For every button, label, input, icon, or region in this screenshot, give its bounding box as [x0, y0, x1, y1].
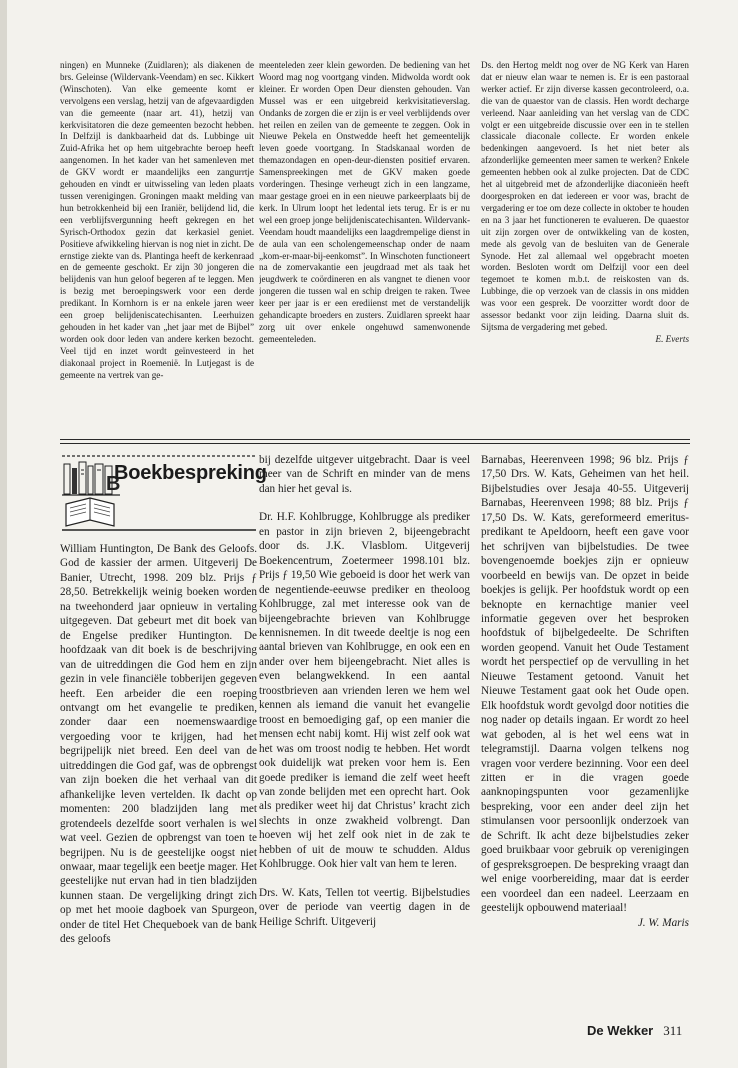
page-number: 311 [663, 1023, 683, 1038]
review-column-1 [60, 542, 257, 947]
page-footer [587, 1023, 682, 1039]
report-col3-text: Ds. den Hertog meldt nog over de NG Kerk van Haren dat er nieuw elan waar te nemen is. Er is een pastoraal werker actief. Er zijn diverse kassen gecontroleerd, o.a. die van de quaestor van de classis. Hen wordt decharge verleend. Naar aanleiding van het verslag van de CDC volgt er een uitgebreide discussie over een in te stellen classicale diaconale collecte. Er worden enkele bedenkingen aangevoerd. Is het niet beter als afzonderlijke gemeenten meer samen te werken? Enkele gemeenten hebben ook al zulke projecten. Dat de CDC het al uitgebreid met de afzonderlijke diaconieën heeft doorgesproken en dat iedereen er voor was, bracht de vergadering er toe om deze collecte in oktober te houden en na 3 jaar het functioneren te evalueren. De quaestor uit zijn zorgen over de ontwikkeling van de kosten, mede als gevolg van de besluiten van de Generale Synode. Het zal allemaal wel opgebracht moeten worden. Besloten wordt om Delfzijl voor een deel tegemoet te komen m.b.t. de reiskosten van ds. Lubbinge, die op verzoek van de classis in ons midden was voor een gesprek. De voorzitter wordt door de assessor bedankt voor zijn leiding. Daarna sluit ds. Sijtsma de vergadering met gebed. [481, 60, 689, 332]
review-col1-text: William Huntington, De Bank des Geloofs. God de kassier der armen. Uitgeverij De Banier, Utrecht, 1998. 209 blz. Prijs ƒ 28,50. Betrekkelijk weinig boeken worden na tweehonderd jaar opnieuw in vertaling uitgegeven. Dat gebeurt met dit boek van de Engelse prediker Huntington. De hoofdzaak van dit boek is de beschrijving van de uitreddingen die God hem en zijn gezin in vele financiële tobberijen gegeven heeft. Een arbeider die een roeping ontvangt om het evangelie te prediken, zonder daar een noemenswaardige vergoeding voor te krijgen, had het begrijpelijk niet breed. Een deel van de uitreddingen die God gaf, was de opbrengst van zijn boeken die het verhaal van dit afhankelijke leven vertelden. Ik dacht op momenten: 200 bladzijden lang met grotendeels dezelfde soort verhalen is wel wat veel. Gezien de opbrengst van toen te begrijpen. Nu is de geestelijke oogst niet onwaar, maar tegelijk een beetje mager. Het geestelijke nut ervan had in tien bladzijden kunnen staan. De vergelijking dringt zich op met het mooie dagboek van Spurgeon, onder de titel Het Chequeboek van de bank des geloofs [60, 543, 257, 946]
review-column-3 [481, 453, 689, 930]
magazine-name: De Wekker [587, 1023, 654, 1038]
report-column-3 [481, 60, 689, 346]
review-col2-para2: Dr. H.F. Kohlbrugge, Kohlbrugge als prediker en pastor in zijn brieven 2, bijeengebracht door ds. J.K. Vlasblom. Uitgeverij Boekencentrum, Zoetermeer 1998.101 blz. Prijs ƒ 19,50 Wie geboeid is door het werk van de negentiende-eeuwse prediker en theoloog Kohlbrugge, zal met interesse ook van de bijeengebrachte brieven van Kohlbrugge kennisnemen. In dit tweede deeltje is nog een aantal brieven van Kohlbrugge, en ook een en ander over hem bijeengebracht. Niet alles is even belangwekkend. In een aantal troostbrieven aan vrienden leren we hem wel kennen als iemand die vanuit het evangelie troost en bemoediging gaf, op een manier die mensen echt nabij komt. Hij wist zelf ook wat het was om troost nodig te hebben. Het wordt ook duidelijk wat preken voor hem is. Een goede prediker is iemand die zelf weet heeft van zonde belijden met een oprecht hart. Ook als prediker weet hij dat Christus’ kracht zich slechts in onze zwakheid volbrengt. Dan hoeven wij het zelf ook niet in de zak te hebben of uit de mouw te schudden. Aldus Kohlbrugge. Ook hier valt van hem te leren. [259, 511, 470, 871]
review-column-2 [259, 453, 470, 929]
review-col3-text: Barnabas, Heerenveen 1998; 96 blz. Prijs ƒ 17,50 Drs. W. Kats, Geheimen van het heil. Bijbelstudies over Jesaja 40-55. Uitgeverij Barnabas, Heerenveen 1998; 88 blz. Prijs ƒ 17,50 Ds. W. Kats, gereformeerd emeritus-predikant te Apeldoorn, heeft een gave voor het schrijven van bijbelstudies. De twee bovengenoemde boekjes zijn er opnieuw voorbeeld en bewijs van. De opzet in beide boekjes is gelijk. Per hoofdstuk wordt op een beknopte en kernachtige manier veel informatie gegeven over het besproken hoofdstuk of bijbelgedeelte. De Schriften worden geopend. Vanuit het Oude Testament wordt het perspectief op de vervulling in het Nieuwe Testament getoond. Vanuit het Nieuwe Testament gaat ook het Oude open. Elk hoofdstuk wordt gevolgd door notities die nog nader op details ingaan. Er wordt zo heel wat geboden, al is het wel eens wat in telegramstijl. Daarna volgen telkens nog vragen voor verdere bezinning. Voor een deel zitten er in die vragen goede aanknopingspunten voor gezamenlijke bespreking, voor een ander deel zijn het stimulansen voor persoonlijk onderzoek van de Schrift. Ik acht deze bijbelstudies zeker goed bruikbaar voor gebruik op verenigingen of gespreksgroepen. De bespreking vraagt dan wel enige voorbereiding, maar dat is eerder een voordeel dan een nadeel. Leerzaam en geestelijk opbouwend materiaal! [481, 454, 689, 915]
review-signature: J. W. Maris [637, 916, 689, 929]
svg-text:B: B [106, 473, 121, 495]
review-col2-para3: Drs. W. Kats, Tellen tot veertig. Bijbelstudies over de periode van veertig dagen in de Heilige Schrift. Uitgeverij [259, 886, 470, 928]
review-section-title: Boekbespreking [114, 462, 267, 484]
review-col2-para1: bij dezelfde uitgever uitgebracht. Daar is veel meer van de Schrift en minder van de mens dan hier het geval is. [259, 454, 470, 495]
section-divider-thin [60, 443, 690, 444]
report-signature: E. Everts [655, 333, 689, 344]
review-header [60, 452, 267, 532]
report-col1-text: ningen) en Munneke (Zuidlaren); als diakenen de brs. Geleinse (Wildervank-Veendam) en sec. Kikkert (Winschoten). Van elke gemeente komt er vervolgens een verslag, hetzij van de afgevaardigden van die gemeente (naar art. 41), hetzij van kerkvisitatoren die deze gemeenten bezocht hebben. In Delfzijl is dankbaarheid dat ds. Lubbinge uit Zuid-Afrika het op hem uitgebrachte beroep heeft aangenomen. In het kader van het samenleven met de GKV wordt er maandelijks een zangurrtje gehouden en vindt er uitwisseling van leden plaats tussen verenigingen. Groningen maakt melding van hun betrokkenheid bij een Iraniër, belijdend lid, die een verblijfsvergunning heeft gekregen en het Syrisch-Orthodox gezin dat kerkasiel geniet. Positieve afwikkeling hiervan is nog niet in zicht. De ernstige ziekte van ds. Plantinga heeft de kerkenraad en de gemeente geschokt. Er zijn 30 jongeren die belijdenis van hun geloof begeren af te leggen. Men is bezig met beroepingswerk voor een derde predikant. In Kornhorn is er na enkele jaren weer een groep belijdeniscatechisanten. Leerhuizen gehouden in het kader van „het jaar met de Bijbel” worden ook door leden van andere kerken bezocht. Veel tijd en inzet wordt geïnvesteerd in het diakonaal project in Roemenië. In Lutjegast is de gemeente na vertrek van ge- [60, 60, 254, 380]
section-divider [60, 439, 690, 440]
page-edge [0, 0, 7, 1068]
report-col2-text: meenteleden zeer klein geworden. De bediening van het Woord mag nog voortgang vinden. Midwolda wordt ook kleiner. Er worden Open Deur diensten gehouden. Van Mussel was er een uitgebreid kerkvisitatieverslag. Ondanks de zorgen die er zijn is er veel verblijdends over het reilen en zeilen van de gemeente te zeggen. Ook in Nieuwe Pekela en Onstwedde heeft het gemeentelijk leven goede voortgang. In Stadskanaal worden de themazondagen en open-deur-diensten positief ervaren. Samenspreekingen met de GKV maken goede vorderingen. Thesinge verheugt zich in een langzame, maar gestage groei en in een nieuwe parkeerplaats bij de kerk. In Ulrum loopt het ledental iets terug. Er is er nu wel een groep jonge belijdeniscatechisanten. Wildervank-Veendam houdt maandelijks een laagdrempelige dienst in de aula van een scholengemeenschap onder de naam „kom-er-maar-bij-eenkomst”. In Winschoten functioneert na de zomervakantie een jeugdraad met als taak het jeugdwerk te coördineren en als vangnet te dienen voor jongeren die tussen wal en schip dreigen te raken. Twee keer per jaar is er een erediienst met de verstandelijk gehandicapte broeders en zusters. Zuidlaren spreekt haar zorg uit over enkele ongehuwd samenwonende gemeenteleden. [259, 60, 470, 344]
report-column-2 [259, 60, 470, 346]
report-column-1 [60, 60, 254, 381]
